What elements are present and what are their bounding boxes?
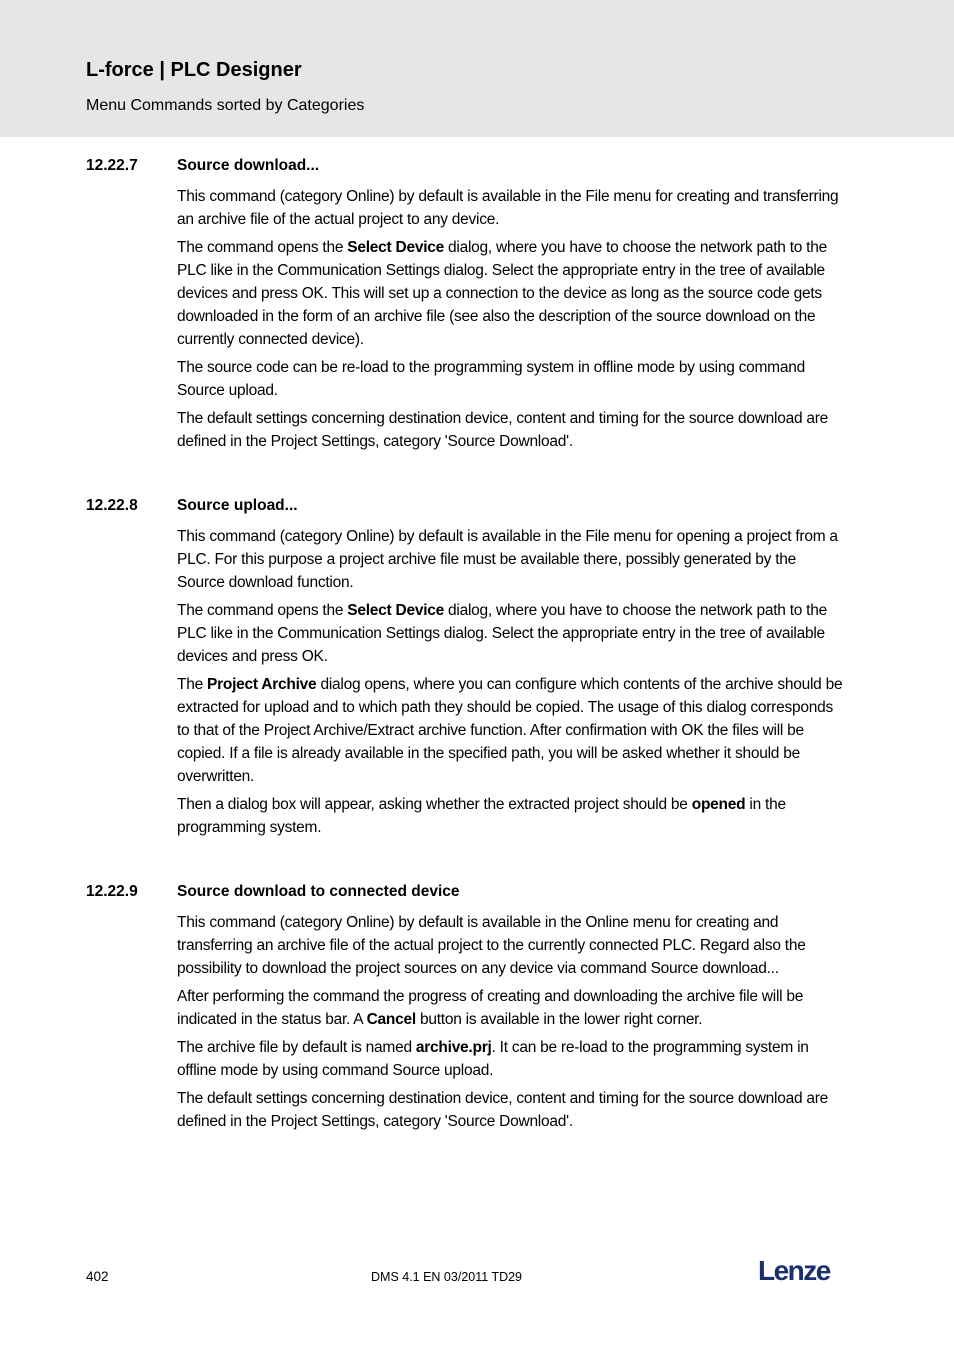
ui-term-opened: opened bbox=[691, 796, 746, 813]
section-number: 12.22.7 bbox=[86, 157, 138, 174]
paragraph: The default settings concerning destination device, content and timing for the source download are defined in the Project Settings, category 'Source Download'. bbox=[177, 410, 829, 450]
paragraph: The command opens the Select Device dialog, where you have to choose the network path to the PLC like in the Communication Settings dialog. Select the appropriate entry in the tree of available devices and press OK. bbox=[177, 602, 827, 665]
paragraph: This command (category Online) by default is available in the File menu for opening a project from a PLC. For this purpose a project archive file must be available there, possibly generated by the Source download function. bbox=[177, 528, 838, 591]
ui-term-select-device: Select Device bbox=[347, 602, 444, 619]
paragraph: The Project Archive dialog opens, where you can configure which contents of the archive should be extracted for upload and to which path they should be copied. The usage of this dialog corresponds to that of the Project Archive/Extract archive function. After confirmation with OK the files will be copied. If a file is already available in the specified path, you will be asked whether it should be overwritten. bbox=[177, 676, 843, 785]
ui-term-archive-prj: archive.prj bbox=[415, 1039, 492, 1056]
paragraph: This command (category Online) by default is available in the Online menu for creating and transferring an archive file of the actual project to the currently connected PLC. Regard also the possibility to download the project sources on any device via command Source download... bbox=[177, 914, 806, 977]
section-body bbox=[177, 525, 845, 844]
section-title: Source upload... bbox=[177, 497, 298, 514]
page-header bbox=[0, 0, 954, 137]
ui-term-cancel: Cancel bbox=[366, 1011, 416, 1028]
section-title: Source download... bbox=[177, 157, 320, 174]
paragraph: After performing the command the progress of creating and downloading the archive file will be indicated in the status bar. A Cancel button is available in the lower right corner. bbox=[177, 988, 804, 1028]
paragraph: This command (category Online) by default is available in the File menu for creating and transferring an archive file of the actual project to any device. bbox=[177, 188, 839, 228]
document-subtitle: Menu Commands sorted by Categories bbox=[86, 97, 365, 114]
page-number: 402 bbox=[86, 1269, 109, 1284]
section-body bbox=[177, 185, 845, 458]
ui-term-select-device: Select Device bbox=[347, 239, 444, 256]
paragraph: The default settings concerning destination device, content and timing for the source download are defined in the Project Settings, category 'Source Download'. bbox=[177, 1090, 829, 1130]
lenze-logo: Lenze bbox=[758, 1255, 830, 1286]
paragraph: The command opens the Select Device dialog, where you have to choose the network path to the PLC like in the Communication Settings dialog. Select the appropriate entry in the tree of available devices and press OK. This will set up a connection to the device as long as the source code gets downloaded in the form of an archive file (see also the description of the source download on the currently connected device). bbox=[177, 239, 827, 348]
paragraph: The source code can be re-load to the programming system in offline mode by using command Source upload. bbox=[177, 359, 805, 399]
document-id: DMS 4.1 EN 03/2011 TD29 bbox=[371, 1270, 523, 1284]
section-number: 12.22.8 bbox=[86, 497, 138, 514]
paragraph: Then a dialog box will appear, asking whether the extracted project should be opened in the programming system. bbox=[177, 796, 786, 836]
paragraph: The archive file by default is named archive.prj. It can be re-load to the programming system in offline mode by using command Source upload. bbox=[177, 1039, 809, 1079]
ui-term-project-archive: Project Archive bbox=[207, 676, 317, 693]
section-title: Source download to connected device bbox=[177, 883, 460, 900]
document-title: L-force | PLC Designer bbox=[86, 59, 302, 81]
section-body bbox=[177, 911, 845, 1138]
section-number: 12.22.9 bbox=[86, 883, 138, 900]
